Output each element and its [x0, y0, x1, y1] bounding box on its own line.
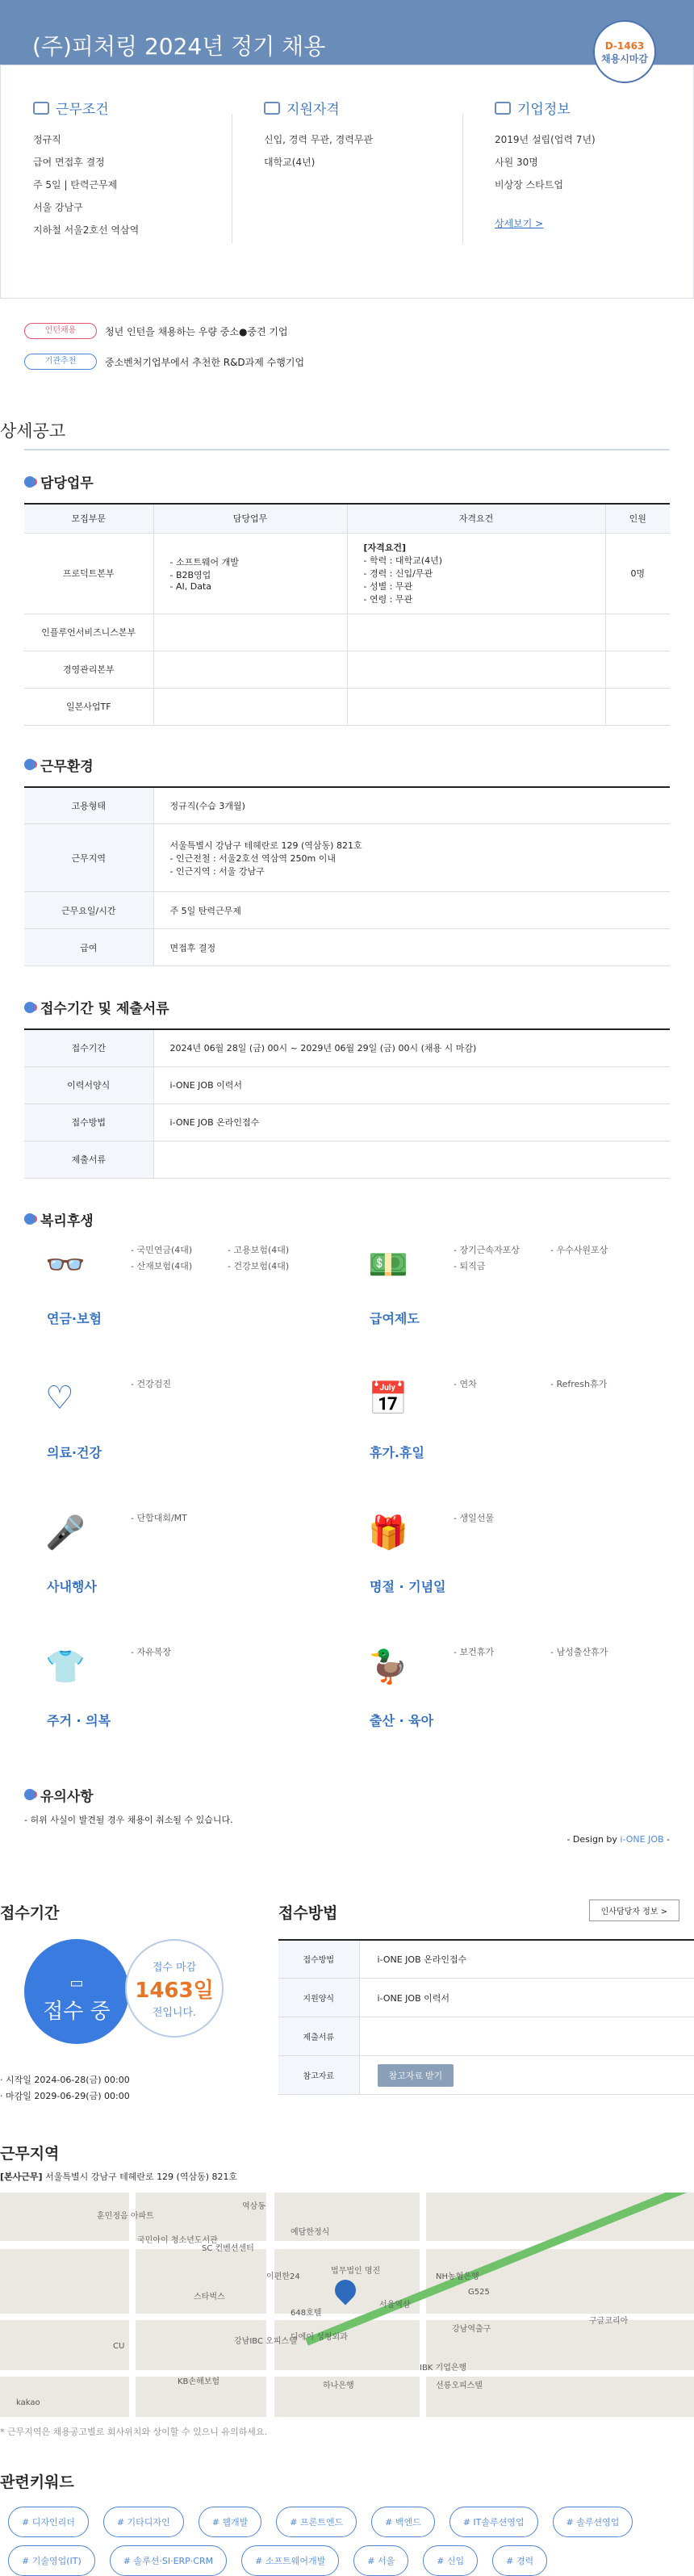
map-label: 강남IBC 오피스텔	[234, 2336, 297, 2346]
keyword-chip[interactable]: # 웹개발	[199, 2507, 262, 2537]
keyword-chip[interactable]: # 경력	[492, 2545, 547, 2576]
count-cell: 0명	[605, 533, 670, 614]
download-reference-button[interactable]: 참고자료 받기	[378, 2064, 454, 2087]
map-label: 훈민정음 아파트	[97, 2211, 154, 2221]
company-tags	[0, 299, 694, 370]
row-header: 급여	[24, 929, 153, 966]
summary-col	[1, 65, 232, 298]
tag-text: 중소벤처기업부에서 추천한 R&D과제 수행기업	[105, 356, 305, 368]
info-icon	[495, 102, 511, 115]
welfare-list: - 건강검진	[131, 1378, 171, 1389]
welfare-name: 출산 · 육아	[370, 1712, 434, 1728]
table-row	[278, 1979, 694, 2017]
summary-line: 지하철 서울2호선 역삼역	[33, 224, 140, 236]
dept-cell: 프로덕트본부	[24, 533, 153, 614]
row-header: 접수방법	[24, 1104, 153, 1141]
row-value: i-ONE JOB 온라인접수	[359, 1940, 694, 1979]
welfare-item	[347, 1241, 670, 1375]
row-header: 제출서류	[24, 1141, 153, 1178]
work-cell: - 소프트웨어 개발 - B2B영업 - AI, Data	[153, 533, 347, 614]
row-value: i-ONE JOB 이력서	[359, 1979, 694, 2017]
column-header: 인원	[605, 504, 670, 533]
req-cell	[347, 614, 605, 651]
req-cell: [자격요건] - 학력 : 대학교(4년) - 경력 : 신입/무관 - 성별 : 무관 - 연령 : 무관	[347, 533, 605, 614]
welfare-list: - 자유복장	[131, 1646, 171, 1657]
row-value	[359, 2017, 694, 2056]
table-row	[24, 651, 670, 688]
summary-line: 비상장 스타트업	[495, 179, 563, 191]
table-row	[24, 614, 670, 651]
table-row	[24, 787, 670, 824]
dept-cell: 인플루언서비즈니스본부	[24, 614, 153, 651]
tag-text: 청년 인턴을 채용하는 우량 중소●중견 기업	[105, 325, 288, 337]
duties-table	[24, 503, 670, 726]
apply-section	[0, 1901, 694, 2105]
table-row	[24, 1141, 670, 1178]
row-header: 고용형태	[24, 787, 153, 824]
welfare-item	[24, 1375, 347, 1509]
detail-box	[24, 449, 670, 1845]
row-value: i-ONE JOB 온라인접수	[153, 1104, 670, 1141]
welfare-icon: 🎁	[368, 1514, 408, 1552]
column-header: 모집부문	[24, 504, 153, 533]
welfare-name: 주거 · 의복	[47, 1712, 111, 1728]
welfare-list: - 보건휴가	[454, 1646, 494, 1657]
work-cell	[153, 651, 347, 688]
apply-dates: · 시작일 2024-06-28(금) 00:00 · 마감일 2029-06-29(금) 00:00	[0, 2074, 130, 2101]
env-heading: 근무환경	[24, 755, 670, 775]
count-cell	[605, 688, 670, 725]
heart-icon[interactable]: ♥	[110, 74, 119, 86]
welfare-item	[24, 1643, 347, 1777]
row-value: 주 5일 탄력근무제	[153, 892, 670, 929]
dept-cell: 일본사업TF	[24, 688, 153, 725]
welfare-heading: 복리후생	[24, 1209, 670, 1229]
column-header: 자격요건	[347, 504, 605, 533]
welfare-list: - 우수사원포상	[550, 1244, 608, 1255]
table-row	[24, 1029, 670, 1066]
keyword-chip[interactable]: # 솔루션영업	[553, 2507, 633, 2537]
row-value: 2024년 06월 28일 (금) 00시 ~ 2029년 06월 29일 (금) 00시 (채용 시 마감)	[153, 1029, 670, 1066]
table-row	[278, 1940, 694, 1979]
summary-col	[462, 65, 693, 298]
job-header	[0, 0, 694, 86]
row-header: 제출서류	[278, 2017, 359, 2056]
req-cell	[347, 651, 605, 688]
welfare-name: 급여제도	[370, 1310, 420, 1326]
welfare-icon: ♡	[45, 1379, 74, 1417]
table-row	[24, 892, 670, 929]
apply-method-title: 접수방법	[278, 1904, 338, 1922]
location-note: * 근무지역은 채용공고별로 회사위치와 상이할 수 있으니 유의하세요.	[0, 2426, 267, 2437]
row-header: 참고자료	[278, 2056, 359, 2095]
location-map[interactable]	[0, 2193, 694, 2417]
keyword-chip[interactable]: # 서울	[353, 2545, 408, 2576]
welfare-item	[24, 1509, 347, 1643]
map-label: 스타벅스	[194, 2292, 225, 2302]
welfare-name: 의료·건강	[47, 1444, 102, 1460]
tag-pill: 기관추천	[24, 354, 97, 370]
keyword-chip[interactable]: # 디자인리더	[8, 2507, 89, 2537]
welfare-list: - 남성출산휴가	[550, 1646, 608, 1657]
notice-heading: 유의사항	[24, 1785, 670, 1805]
welfare-list: - 단합대회/MT	[131, 1512, 187, 1523]
keyword-chip[interactable]: # 소프트웨어개발	[241, 2545, 339, 2576]
welfare-item	[24, 1241, 347, 1375]
duties-heading: 담당업무	[24, 471, 670, 492]
table-row	[24, 688, 670, 725]
bullet-icon	[24, 476, 36, 488]
summary-line: 정규직	[33, 134, 61, 145]
row-header: 이력서양식	[24, 1066, 153, 1104]
row-value	[359, 2056, 694, 2095]
apply-status-circle: ▭ 접수 중	[24, 1939, 129, 2044]
notice-text: - 허위 사실이 발견될 경우 채용이 취소될 수 있습니다.	[24, 1814, 233, 1825]
map-label: G525	[468, 2287, 490, 2297]
design-credit: - Design by i-ONE JOB -	[566, 1833, 670, 1845]
tag-row	[24, 323, 670, 339]
map-pin-icon	[331, 2275, 361, 2305]
summary-line: 대학교(4년)	[264, 157, 316, 168]
row-header: 접수기간	[24, 1029, 153, 1066]
tag-pill: 인턴채용	[24, 323, 97, 339]
row-header: 근무요일/시간	[24, 892, 153, 929]
welfare-name: 명절 · 기념일	[370, 1578, 446, 1594]
row-value	[153, 1141, 670, 1178]
location-title: 근무지역	[0, 2144, 60, 2163]
summary-line: 서울 강남구	[33, 202, 83, 213]
count-cell	[605, 651, 670, 688]
map-label: 강남역출구	[452, 2324, 491, 2334]
summary-col	[232, 65, 462, 298]
row-value: i-ONE JOB 이력서	[153, 1066, 670, 1104]
welfare-icon: 👕	[45, 1648, 86, 1686]
summary-heading: 지원자격	[264, 98, 430, 118]
map-label: 648호텔	[291, 2308, 322, 2318]
welfare-name: 휴가.휴일	[370, 1444, 424, 1460]
bullet-icon	[24, 1002, 36, 1013]
deadline-circle: 접수 마감 1463일 전입니다.	[125, 1939, 224, 2038]
apply-period-title: 접수기간	[0, 1904, 60, 1922]
keyword-chip[interactable]: # 기타디자인	[103, 2507, 184, 2537]
summary-line: 사원 30명	[495, 157, 538, 168]
row-value: 정규직(수습 3개월)	[153, 787, 670, 824]
row-header: 접수방법	[278, 1940, 359, 1979]
map-label: 디에이 성형외과	[291, 2332, 348, 2342]
detail-section-title: 상세공고	[0, 421, 66, 441]
summary-line: 주 5일 | 탄력근무제	[33, 179, 118, 191]
keyword-chip[interactable]: # 솔루션·SI·ERP·CRM	[110, 2545, 227, 2576]
welfare-icon: 🎤	[45, 1514, 86, 1552]
map-label: NH농협은행	[436, 2272, 479, 2281]
map-label: KB손해보험	[178, 2377, 220, 2386]
keyword-chip[interactable]: # IT솔루션영업	[449, 2507, 538, 2537]
map-label: 국민아이 청소년도서관	[137, 2235, 218, 2245]
keyword-chip[interactable]: # 프론트엔드	[276, 2507, 357, 2537]
table-row	[278, 2056, 694, 2095]
info-icon	[264, 102, 280, 115]
period-table	[24, 1028, 670, 1179]
keyword-chip[interactable]: # 신입	[423, 2545, 478, 2576]
welfare-list: - 국민연금(4대) - 산재보험(4대)	[131, 1244, 193, 1271]
welfare-icon: 🦆	[368, 1648, 408, 1686]
info-icon	[33, 102, 49, 115]
env-table	[24, 786, 670, 967]
tag-row	[24, 354, 670, 370]
hr-info-button[interactable]: 인사담당자 정보 >	[589, 1900, 679, 1921]
summary-panel	[0, 65, 694, 299]
location-section: 근무지역 [본사근무] 서울특별시 강남구 테헤란로 129 (역삼동) 821호 역삼동 훈민정음 아파트 국민아이 청소년도서관 SC 컨벤션센터 예담한정식 법무법인 명진 이편한24 NH농협은행 강남역출구 서울역삼 G525 디에이 성형외과 648호텔 강남IBC 오피스텔 KB손해보험 하나은행 스타벅스 IBK 기업은행 선릉오피스텔 구글코리아 CU kakao * 근무지역은 채용공고별로 회사위치와 상이할 수 있으니 유의하세요.	[0, 2142, 694, 2438]
bullet-icon	[24, 759, 36, 770]
map-label: 구글코리아	[589, 2316, 629, 2326]
welfare-list: - 고용보험(4대) - 건강보험(4대)	[228, 1244, 290, 1271]
summary-line: 신입, 경력 무관, 경력무관	[264, 134, 373, 145]
welfare-item	[347, 1375, 670, 1509]
row-value: 면접후 결정	[153, 929, 670, 966]
welfare-name: 사내행사	[47, 1578, 97, 1594]
summary-heading: 기업정보	[495, 98, 661, 118]
req-cell	[347, 688, 605, 725]
row-header: 근무지역	[24, 824, 153, 892]
welfare-icon: 📅	[368, 1380, 408, 1418]
keyword-chip[interactable]: # 기술영업(IT)	[8, 2545, 95, 2576]
welfare-list: - 연차	[454, 1378, 477, 1389]
map-label: 이편한24	[266, 2272, 300, 2281]
company-detail-link[interactable]: 상세보기 >	[495, 218, 544, 229]
map-label: 하나은행	[323, 2381, 354, 2390]
work-cell	[153, 614, 347, 651]
column-header: 담당업무	[153, 504, 347, 533]
map-label: 예담한정식	[291, 2227, 330, 2237]
welfare-name: 연금·보험	[47, 1310, 102, 1326]
welfare-item	[347, 1643, 670, 1777]
welfare-list: - 생일선물	[454, 1512, 494, 1523]
method-table	[278, 1939, 694, 2096]
period-heading: 접수기간 및 제출서류	[24, 997, 670, 1017]
table-row	[24, 1104, 670, 1141]
map-label: kakao	[16, 2398, 40, 2407]
job-title: (주)피처링 2024년 정기 채용	[32, 33, 326, 60]
table-row	[24, 1066, 670, 1104]
deadline-badge: D-1463 채용시마감	[593, 20, 656, 83]
work-cell	[153, 688, 347, 725]
bullet-icon	[24, 1213, 36, 1225]
map-label: 역삼동	[242, 2201, 265, 2211]
bullet-icon	[24, 1789, 36, 1800]
summary-line: 2019년 설립(업력 7년)	[495, 134, 596, 145]
map-label: 법무법인 명진	[331, 2266, 381, 2276]
summary-line: 급여 면접후 결정	[33, 157, 105, 168]
keyword-title: 관련키워드	[0, 2473, 74, 2491]
table-row	[278, 2017, 694, 2056]
summary-heading: 근무조건	[33, 98, 199, 118]
table-row	[24, 929, 670, 966]
welfare-icon: 👓	[45, 1246, 86, 1284]
map-label: 서울역삼	[379, 2300, 411, 2310]
row-header: 지원양식	[278, 1979, 359, 2017]
table-row	[24, 824, 670, 892]
dept-cell: 경영관리본부	[24, 651, 153, 688]
row-value: 서울특별시 강남구 테헤란로 129 (역삼동) 821호 - 인근전철 : 서울2호선 역삼역 250m 이내 - 인근지역 : 서울 강남구	[153, 824, 670, 892]
welfare-item	[347, 1509, 670, 1643]
keyword-chip[interactable]: # 백엔드	[371, 2507, 435, 2537]
table-row	[24, 533, 670, 614]
welfare-list: - 장기근속자포상 - 퇴직금	[454, 1244, 520, 1271]
map-label: IBK 기업은행	[420, 2363, 467, 2373]
welfare-grid	[24, 1241, 670, 1777]
map-label: 선릉오피스텔	[436, 2381, 483, 2390]
count-cell	[605, 614, 670, 651]
welfare-icon: 💵	[368, 1246, 408, 1284]
company-name[interactable]: 주식회사 피처링 ♥	[32, 74, 119, 86]
welfare-list: - Refresh휴가	[550, 1378, 608, 1389]
map-label: CU	[113, 2341, 125, 2351]
book-icon: ▭	[69, 1974, 84, 1992]
map-label: SC 컨벤션센터	[202, 2243, 254, 2253]
